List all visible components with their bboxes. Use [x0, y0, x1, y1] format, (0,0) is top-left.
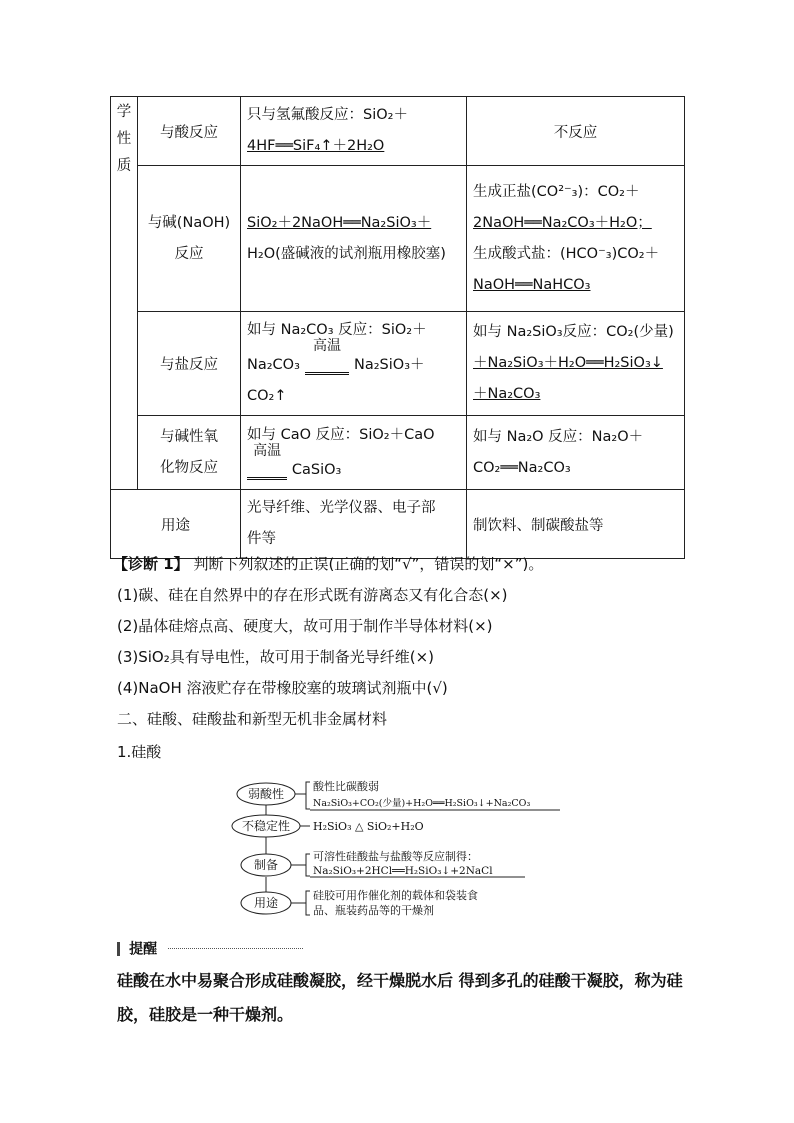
node-text: 酸性比碳酸弱 — [313, 780, 379, 793]
diagnosis-title: 【诊断 1】 — [113, 555, 189, 573]
sio2-line: 只与氢氟酸反应：SiO₂＋ — [247, 107, 408, 123]
reaction-name-line: 与碱性氧 — [160, 428, 218, 445]
section-title: 二、硅酸、硅酸盐和新型无机非金属材料 — [117, 710, 388, 728]
condition-label: 高温 — [312, 338, 341, 354]
condition-label: 高温 — [253, 442, 282, 459]
usage-label: 用途 — [111, 490, 241, 559]
tip-label: 提醒 — [129, 941, 158, 958]
reaction-name-line: 反应 — [174, 245, 204, 262]
co2-line: 生成正盐(CO²⁻₃)：CO₂＋ — [473, 183, 640, 200]
co2-cell — [467, 166, 685, 312]
reaction-name — [138, 416, 241, 490]
diagnosis-item: (4)NaOH 溶液贮存在带橡胶塞的玻璃试剂瓶中(√) — [117, 679, 448, 697]
category-char: 质 — [116, 158, 132, 174]
node-label: 弱酸性 — [247, 787, 285, 801]
node-text: Na₂SiO₃+2HCl══H₂SiO₃↓+2NaCl — [313, 865, 493, 877]
sio2-cell — [241, 312, 467, 416]
reaction-name-line: 化物反应 — [160, 459, 218, 476]
node-text: 品、瓶装药品等的干燥剂 — [313, 904, 434, 917]
co2-cell — [467, 416, 685, 490]
usage-line: 光导纤维、光学仪器、电子部 — [247, 500, 436, 516]
co2-line: CO₂══Na₂CO₃ — [473, 459, 571, 476]
sio2-line: 如与 Na₂CO₃ 反应：SiO₂＋ — [247, 322, 427, 338]
diagnosis-header — [113, 554, 543, 574]
high-temp-arrow — [305, 338, 350, 375]
diagnosis-item: (2)晶体硅熔点高、硬度大，故可用于制作半导体材料(×) — [117, 617, 493, 635]
sio2-line: 如与 CaO 反应：SiO₂＋CaO — [247, 426, 435, 443]
reaction-name-line: 与盐反应 — [160, 357, 218, 373]
sio2-equation: 4HF══SiF₄↑＋2H₂O — [247, 138, 385, 154]
diagnosis-item: (1)碳、硅在自然界中的存在形式既有游离态又有化合态(×) — [117, 586, 508, 604]
node-text: 可溶性硅酸盐与盐酸等反应制得： — [313, 850, 478, 863]
diagnosis-prompt: 判断下列叙述的正误(正确的划“√”，错误的划“×”)。 — [193, 555, 544, 573]
diagnosis-item: (3)SiO₂具有导电性，故可用于制备光导纤维(×) — [117, 648, 435, 666]
tip-divider — [168, 948, 303, 949]
reaction-name — [138, 312, 241, 416]
co2-line: 如与 Na₂SiO₃反应：CO₂(少量) — [473, 324, 674, 340]
node-text: Na₂SiO₃+CO₂(少量)+H₂O══H₂SiO₃↓+Na₂CO₃ — [313, 798, 531, 809]
category-label — [111, 97, 138, 490]
sio2-line: Na₂SiO₃＋ — [354, 357, 425, 373]
co2-cell — [467, 97, 685, 166]
co2-equation: NaOH══NaHCO₃ — [473, 276, 591, 293]
tip-marker — [117, 942, 120, 956]
usage-line: 件等 — [247, 531, 276, 547]
co2-equation: ＋Na₂SiO₃＋H₂O══H₂SiO₃↓ — [473, 355, 663, 371]
subsection-title: 1.硅酸 — [117, 743, 162, 761]
sio2-cell — [241, 166, 467, 312]
sio2-line: H₂O(盛碱液的试剂瓶用橡胶塞) — [247, 245, 446, 262]
sio2-cell — [241, 97, 467, 166]
reaction-name-line: 与碱(NaOH) — [147, 214, 231, 231]
co2-equation: 2NaOH══Na₂CO₃＋H₂O； — [473, 214, 652, 231]
sio2-line: CaSiO₃ — [291, 461, 342, 478]
co2-line: 如与 Na₂O 反应：Na₂O＋ — [473, 428, 644, 445]
reaction-name-line: 与酸反应 — [160, 124, 218, 141]
high-temp-arrow — [247, 442, 287, 480]
usage-sio2 — [241, 490, 467, 559]
co2-line: 不反应 — [553, 124, 598, 141]
co2-equation: ＋Na₂CO₃ — [473, 386, 541, 402]
reaction-name — [138, 97, 241, 166]
node-label: 用途 — [253, 896, 279, 910]
tip-line: 胶，硅胶是一种干燥剂。 — [117, 1005, 294, 1024]
bracket — [291, 854, 310, 876]
category-char: 性 — [116, 131, 132, 147]
node-label: 不稳定性 — [241, 819, 291, 833]
node-label: 制备 — [253, 858, 279, 872]
co2-line: 生成酸式盐：(HCO⁻₃)CO₂＋ — [473, 245, 660, 262]
bracket — [295, 782, 310, 809]
node-text: H₂SiO₃ △ SiO₂+H₂O — [313, 820, 424, 833]
sio2-line: Na₂CO₃ — [247, 357, 300, 373]
sio2-line: CO₂↑ — [247, 388, 287, 404]
node-text: 硅胶可用作催化剂的载体和袋装食 — [313, 889, 478, 902]
bracket — [291, 891, 310, 915]
tip-line: 硅酸在水中易聚合形成硅酸凝胶，经干燥脱水后 得到多孔的硅酸干凝胶，称为硅 — [117, 971, 683, 990]
sio2-equation: SiO₂＋2NaOH══Na₂SiO₃＋ — [247, 214, 432, 231]
silica-property-table — [110, 96, 685, 559]
category-char: 学 — [116, 104, 132, 120]
silicic-acid-diagram — [230, 775, 570, 925]
reaction-name — [138, 166, 241, 312]
tip-header — [117, 938, 307, 958]
tip-body — [117, 964, 697, 1032]
sio2-cell — [241, 416, 467, 490]
usage-co2: 制饮料、制碳酸盐等 — [467, 490, 685, 559]
co2-cell — [467, 312, 685, 416]
